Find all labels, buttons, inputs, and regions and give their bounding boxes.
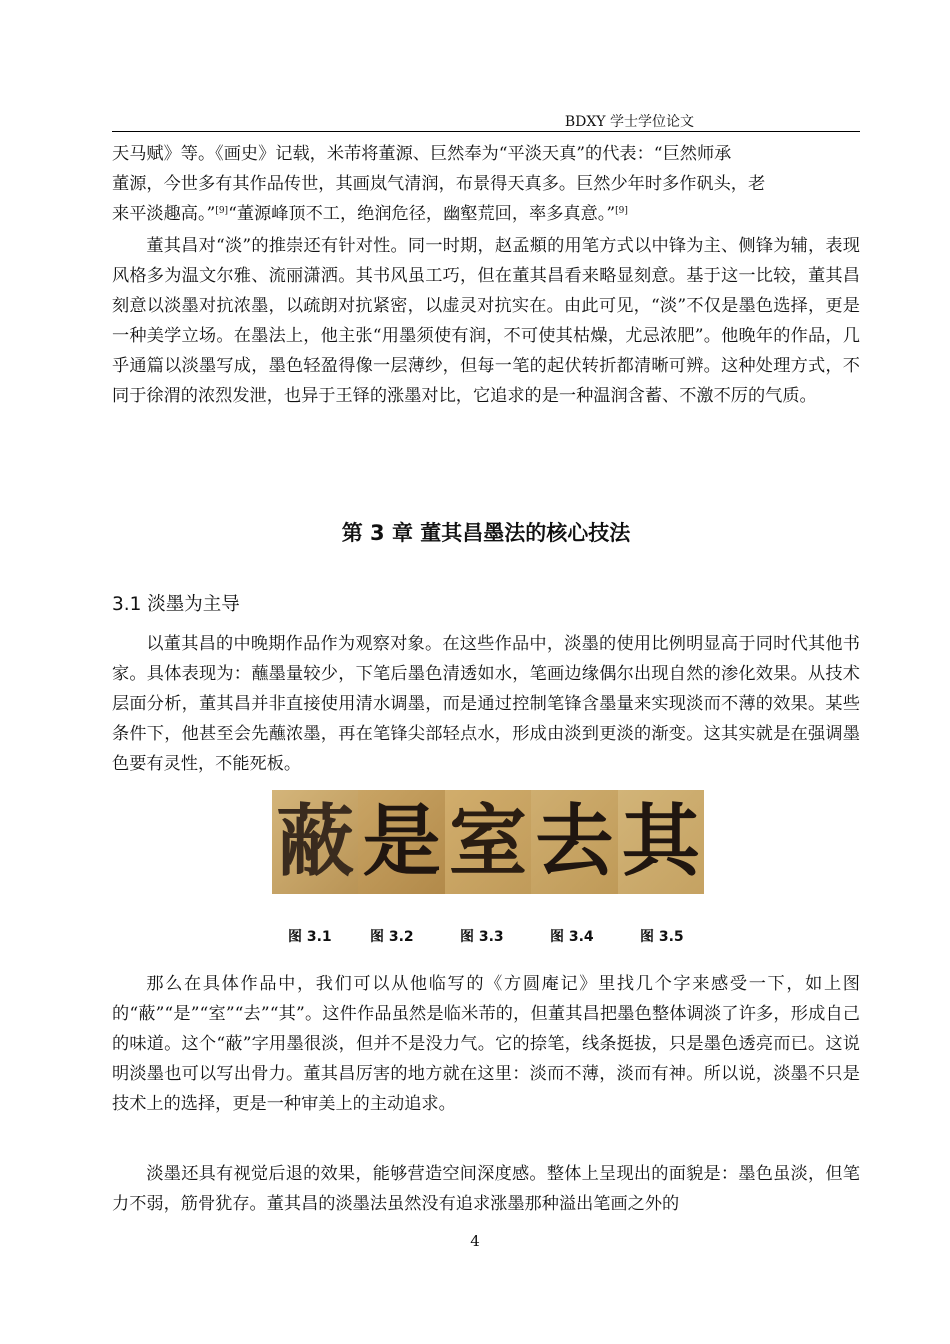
calligraphy-char-2: 是 — [358, 790, 444, 894]
running-header — [112, 114, 860, 132]
para4-text: 那么在具体作品中，我们可以从他临写的《方圆庵记》里找几个字来感受一下，如上图的“蔽”“是”“室”“去”“其”。这件作品虽然是临米芾的，但董其昌把墨色整体调淡了许多，形成自己的味道。这个“蔽”字用墨很淡，但并不是没力气。它的捺笔，线条挺拔，只是墨色透亮而已。这说明淡墨也可以写出骨力。董其昌厉害的地方就在这里：淡而不薄，淡而有神。所以说，淡墨不只是技术上的选择，更是一种审美上的主动追求。 — [112, 974, 860, 1114]
paragraph-4 — [112, 969, 860, 1119]
figure-captions — [0, 926, 950, 946]
citation-ref: [9] — [215, 206, 229, 216]
chapter-heading: 第 3 章 董其昌墨法的核心技法 — [341, 521, 631, 545]
para1-quote: “董源峰顶不工，绝润危径，幽壑荒回，率多真意。” — [228, 204, 616, 224]
calligraphy-char-5: 其 — [618, 790, 704, 894]
calligraphy-char-3: 室 — [445, 790, 531, 894]
figure-caption-4: 图 3.4 — [550, 929, 594, 945]
para5-text: 淡墨还具有视觉后退的效果，能够营造空间深度感。整体上呈现出的面貌是：墨色虽淡，但笔力不弱，筋骨犹存。董其昌的淡墨法虽然没有追求涨墨那种溢出笔画之外的 — [112, 1164, 860, 1214]
section-heading: 3.1 淡墨为主导 — [112, 594, 240, 615]
figure-caption-3: 图 3.3 — [460, 929, 504, 945]
header-title: BDXY 学士学位论文 — [564, 114, 694, 130]
figure-caption-5: 图 3.5 — [640, 929, 684, 945]
calligraphy-figure — [272, 790, 704, 894]
page-number: 4 — [470, 1232, 480, 1250]
calligraphy-char-1: 蔽 — [272, 790, 358, 894]
paragraph-2 — [112, 231, 860, 411]
para3-text: 以董其昌的中晚期作品作为观察对象。在这些作品中，淡墨的使用比例明显高于同时代其他书家。具体表现为：蘸墨量较少，下笔后墨色清透如水，笔画边缘偶尔出现自然的渗化效果。从技术层面分析，董其昌并非直接使用清水调墨，而是通过控制笔锋含墨量来实现淡而不薄的效果。某些条件下，他甚至会先蘸浓墨，再在笔锋尖部轻点水，形成由淡到更淡的渐变。这其实就是在强调墨色要有灵性，不能死板。 — [112, 634, 860, 774]
paragraph-3 — [112, 629, 860, 779]
citation-ref: [9] — [615, 206, 628, 216]
para1-line1: 天马赋》等。《画史》记载，米芾将董源、巨然奉为“平淡天真”的代表：“巨然师承 — [112, 144, 732, 164]
paragraph-continued — [112, 139, 860, 229]
figure-caption-1: 图 3.1 — [288, 929, 332, 945]
para1-line3 — [112, 199, 860, 229]
paragraph-5 — [112, 1159, 860, 1219]
calligraphy-char-4: 去 — [531, 790, 617, 894]
para1-line3-text: 来平淡趣高。” — [112, 204, 216, 224]
figure-caption-2: 图 3.2 — [370, 929, 414, 945]
para2-text: 董其昌对“淡”的推崇还有针对性。同一时期，赵孟頫的用笔方式以中锋为主、侧锋为辅，表现风格多为温文尔雅、流丽潇洒。其书风虽工巧，但在董其昌看来略显刻意。基于这一比较，董其昌刻意以淡墨对抗浓墨，以疏朗对抗紧密，以虚灵对抗实在。由此可见，“淡”不仅是墨色选择，更是一种美学立场。在墨法上，他主张“用墨须使有润，不可使其枯燥，尤忌浓肥”。他晚年的作品，几乎通篇以淡墨写成，墨色轻盈得像一层薄纱，但每一笔的起伏转折都清晰可辨。这种处理方式，不同于徐渭的浓烈发泄，也异于王铎的涨墨对比，它追求的是一种温润含蓄、不激不厉的气质。 — [112, 236, 860, 406]
para1-line2: 董源，今世多有其作品传世，其画岚气清润，布景得天真多。巨然少年时多作矾头，老 — [112, 174, 766, 194]
